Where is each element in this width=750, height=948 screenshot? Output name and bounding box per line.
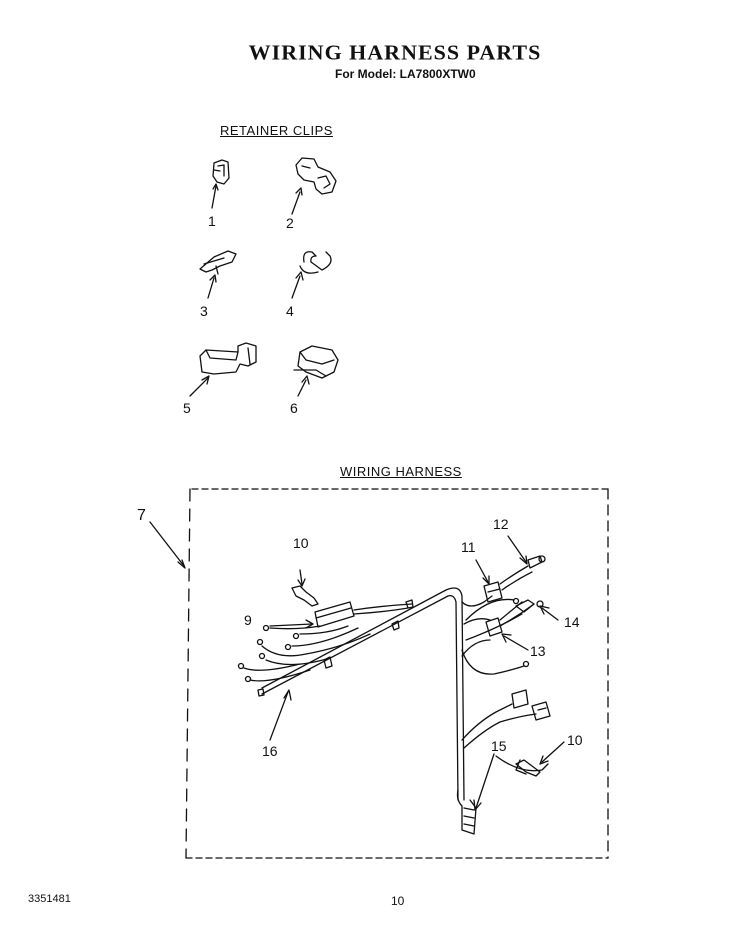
- leader-11: [476, 560, 488, 582]
- clip-6-drawing: [294, 346, 338, 396]
- callout-2: 2: [286, 215, 294, 231]
- callout-7: 7: [137, 507, 146, 524]
- document-number: 3351481: [28, 893, 71, 905]
- clip-1-drawing: [212, 160, 229, 208]
- leader-15: [476, 754, 494, 808]
- harness-dashed-frame: [186, 489, 608, 858]
- leader-13: [504, 636, 528, 650]
- callout-4: 4: [286, 303, 294, 319]
- callout-10-bottom: 10: [567, 732, 583, 748]
- callout-12: 12: [493, 516, 509, 532]
- leader-7: [150, 522, 184, 566]
- callout-6: 6: [290, 400, 298, 416]
- callout-13: 13: [530, 643, 546, 659]
- callout-15: 15: [491, 738, 507, 754]
- clip-4-drawing: [292, 252, 331, 298]
- model-subtitle: For Model: LA7800XTW0: [335, 67, 476, 81]
- callout-5: 5: [183, 400, 191, 416]
- callout-16: 16: [262, 743, 278, 759]
- callout-14: 14: [564, 614, 580, 630]
- callout-11: 11: [461, 539, 476, 555]
- wiring-harness-heading: WIRING HARNESS: [340, 464, 462, 479]
- clip-5-drawing: [190, 343, 256, 396]
- page-title: WIRING HARNESS PARTS: [248, 40, 542, 65]
- leader-9: [270, 624, 312, 626]
- retainer-clips-heading: RETAINER CLIPS: [220, 123, 333, 138]
- callout-3: 3: [200, 303, 208, 319]
- clip-2-drawing: [292, 158, 336, 214]
- leader-10-bottom: [542, 742, 564, 762]
- page-number: 10: [391, 894, 405, 908]
- callout-10-top: 10: [293, 535, 309, 551]
- clip-3-drawing: [200, 251, 236, 298]
- callout-1: 1: [208, 213, 216, 229]
- leader-12: [508, 536, 526, 562]
- leader-16: [270, 692, 288, 740]
- callout-9: 9: [244, 612, 252, 628]
